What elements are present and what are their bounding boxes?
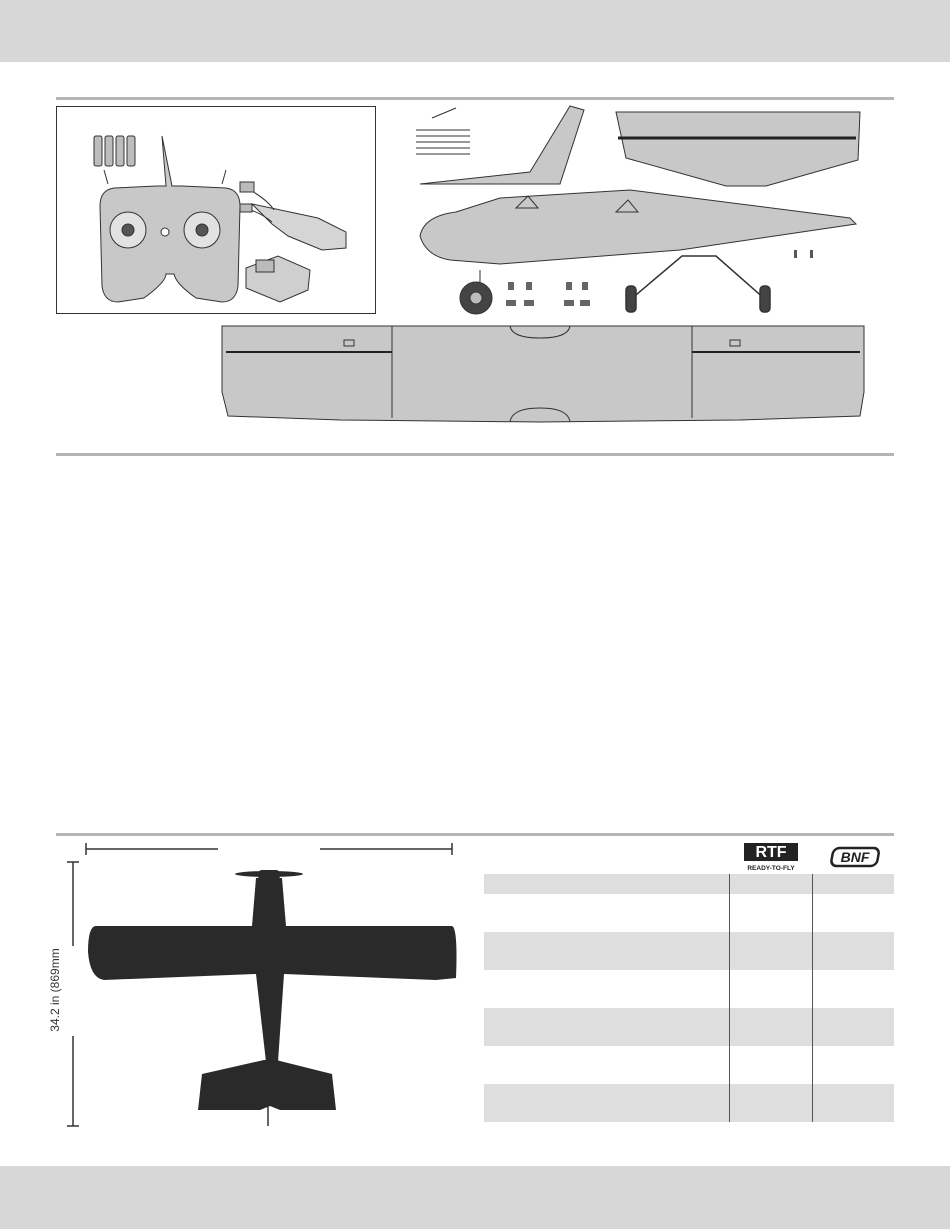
screws-icon	[794, 250, 813, 258]
flight-battery-icon	[240, 182, 346, 250]
spec-table-row	[484, 932, 894, 970]
column-divider	[729, 970, 730, 1008]
section-rule-specs	[56, 833, 894, 836]
column-divider	[729, 894, 730, 932]
spec-table	[484, 874, 894, 1122]
vertical-stabilizer-icon	[420, 106, 584, 184]
column-divider	[812, 1008, 813, 1046]
wingspan-dimension-line	[84, 842, 456, 856]
column-divider	[812, 1046, 813, 1084]
spec-table-row	[484, 874, 894, 894]
column-divider	[729, 1046, 730, 1084]
horizontal-stabilizer-icon	[616, 112, 860, 186]
charger-icon	[246, 256, 310, 302]
fuselage-icon	[420, 190, 856, 264]
rtf-badge-icon	[743, 842, 799, 872]
section-rule-middle	[56, 453, 894, 456]
column-divider	[729, 932, 730, 970]
control-horns-icon	[506, 282, 590, 306]
plane-silhouette-icon	[86, 862, 458, 1128]
column-divider	[729, 874, 730, 894]
column-divider	[729, 1008, 730, 1046]
column-divider	[812, 932, 813, 970]
column-divider	[812, 1084, 813, 1122]
spec-table-row	[484, 1046, 894, 1084]
spec-table-row	[484, 970, 894, 1008]
svg-text:RTF: RTF	[755, 844, 787, 861]
column-divider	[812, 874, 813, 894]
wing-illustration	[220, 322, 866, 428]
spec-table-row	[484, 1008, 894, 1046]
nose-wheel-icon	[460, 270, 492, 314]
aa-batteries-icon	[94, 136, 135, 166]
pushrods-icon	[416, 108, 470, 154]
column-divider	[812, 970, 813, 1008]
spec-table-row	[484, 894, 894, 932]
svg-text:BNF: BNF	[840, 849, 870, 865]
header-band	[0, 0, 950, 62]
length-label: 34.2 in (869mm	[48, 948, 62, 1032]
svg-text:READY-TO-FLY: READY-TO-FLY	[747, 865, 795, 872]
aircraft-parts-illustration	[410, 100, 880, 320]
transmitter-kit-illustration	[56, 106, 376, 314]
footer-band	[0, 1166, 950, 1229]
column-divider	[812, 894, 813, 932]
main-landing-gear-icon	[626, 256, 770, 312]
spec-table-row	[484, 1084, 894, 1122]
bnf-badge-icon	[830, 846, 880, 868]
length-dimension-line	[66, 860, 80, 1128]
column-divider	[729, 1084, 730, 1122]
